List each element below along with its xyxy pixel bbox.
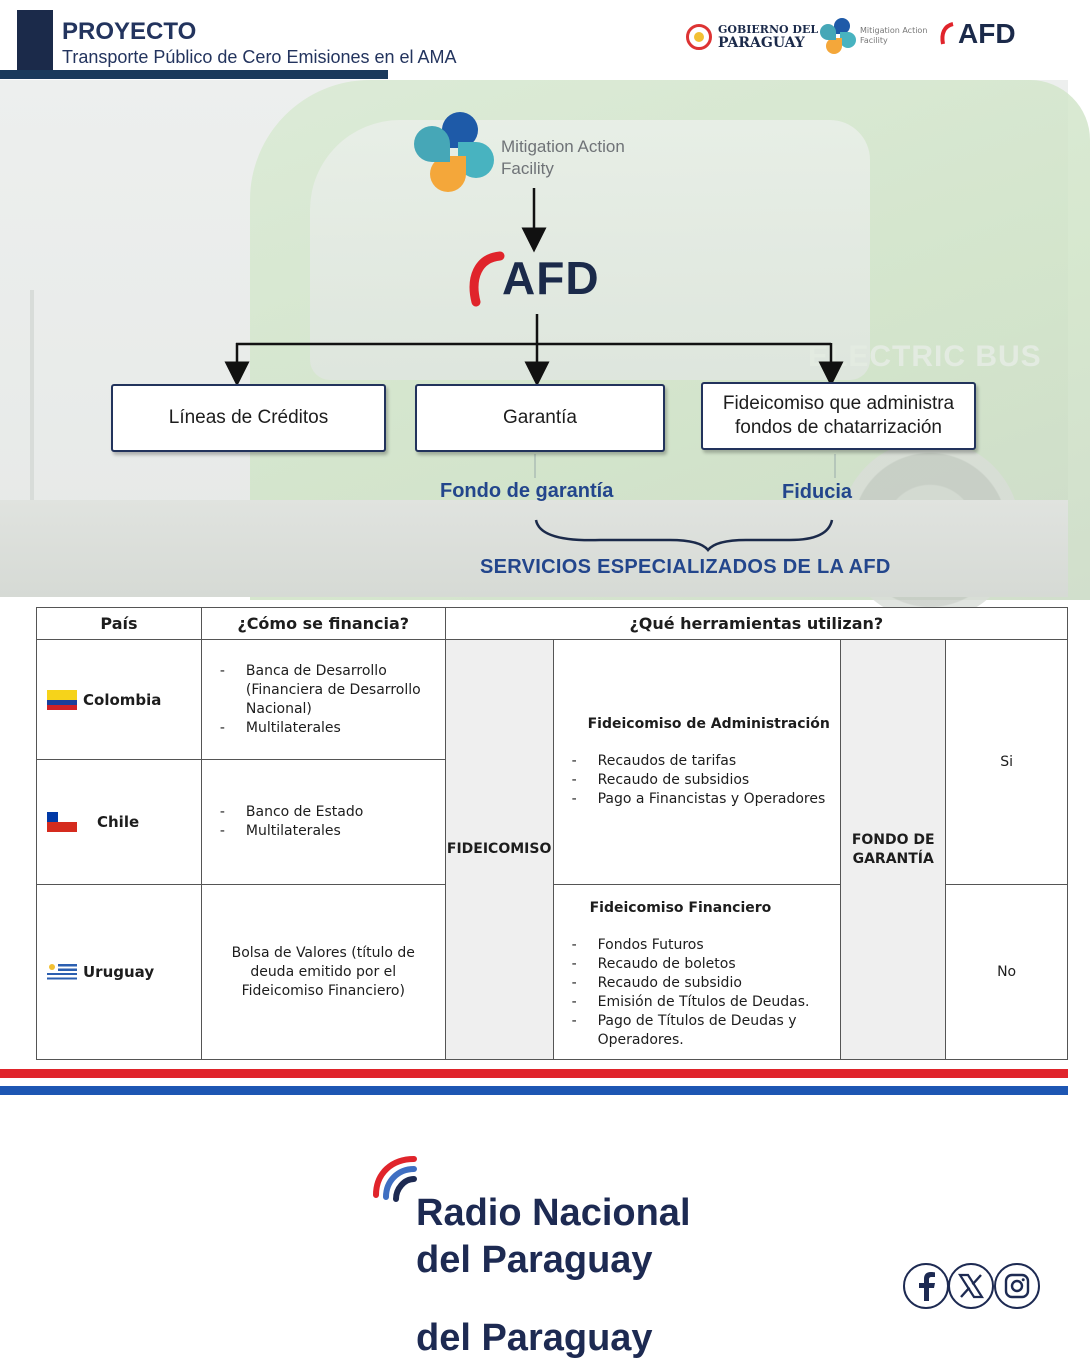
radio-name-line1: Radio Nacional [416,1192,691,1234]
facebook-glyph-icon [915,1271,937,1301]
afd-logo-small-text: AFD [958,18,1016,49]
financing-uruguay: Bolsa de Valores (título de deuda emitido por el Fideicomiso Financiero) [231,944,415,999]
country-name-colombia: Colombia [83,690,162,709]
financing-item: - Multilaterales [220,822,441,841]
cell-fideicomiso-financiero [553,885,841,1060]
country-name-uruguay: Uruguay [83,963,155,981]
services-brace [536,520,832,550]
cell-country-uruguay [37,885,202,1060]
cell-fideicomiso [445,640,553,1060]
admin-trust-title: Fideicomiso de Administración [587,716,830,732]
radio-nacional-signal-icon [372,1153,422,1203]
answer-yes: Si [1000,753,1013,770]
label-fiducia: Fiducia [782,481,853,503]
financial-trust-item: - Recaudo de subsidio [572,974,837,993]
radio-name-cropped: del Paraguay [416,1317,653,1359]
facebook-icon[interactable] [903,1263,949,1309]
cell-answer-no [946,885,1068,1060]
bus-background-text: ELECTRIC BUS [808,340,1042,373]
mitigation-action-facility-logo [414,112,494,192]
cell-financing-chile [201,760,445,885]
cell-financing-colombia [201,640,445,760]
financing-item: - Banca de Desarrollo (Financiera de Desarrollo Nacional) [220,662,441,719]
answer-no: No [997,963,1017,980]
cell-fideicomiso-administracion [553,640,841,885]
guarantee-fund-label: FONDO DE GARANTÍA [851,831,935,867]
project-subtitle: Transporte Público de Cero Emisiones en el AMA [62,47,457,67]
box-lineas-label: Líneas de Créditos [168,407,329,428]
maf-label-line2: Facility [501,159,554,178]
table-header-row [37,608,1068,640]
cell-country-colombia [37,640,202,760]
chile-flag-icon [47,812,77,832]
radio-nacional-name [416,1190,691,1284]
project-title: PROYECTO [62,18,197,45]
x-icon[interactable] [948,1263,994,1309]
header-pais: País [37,608,202,640]
tool-type-fideicomiso: FIDEICOMISO [446,841,552,857]
cell-country-chile [37,760,202,885]
gov-logo-line1: GOBIERNO DEL [718,23,819,36]
box-lineas-de-creditos [111,384,386,452]
box-garantia [415,384,665,452]
flag-stripe-red [0,1069,1068,1078]
afd-hub-logo [466,248,600,308]
cell-financing-uruguay [201,885,445,1060]
financial-trust-item: - Pago de Títulos de Deudas y Operadores. [572,1012,837,1050]
maf-label-line1: Mitigation Action [501,137,625,156]
admin-trust-item: - Recaudo de subsidios [572,771,837,790]
instagram-glyph-icon [1004,1273,1030,1299]
cell-fondo-de-garantia [841,640,946,1060]
financial-trust-item: - Fondos Futuros [572,936,837,955]
table-row-colombia [37,640,1068,760]
comparison-table [36,607,1068,1060]
financing-item: - Multilaterales [220,719,441,738]
x-glyph-icon [957,1272,985,1300]
box-garantia-label: Garantía [503,407,577,428]
project-slide [0,0,1068,597]
uruguay-flag-icon [47,962,77,982]
instagram-icon[interactable] [994,1263,1040,1309]
financial-trust-item: - Recaudo de boletos [572,955,837,974]
box-fideicomiso-chatarrizacion [701,382,976,450]
radio-name-line2: del Paraguay [416,1239,653,1281]
colombia-flag-icon [47,690,77,710]
label-servicios-especializados: SERVICIOS ESPECIALIZADOS DE LA AFD [480,556,891,578]
financial-trust-item: - Emisión de Títulos de Deudas. [572,993,837,1012]
financial-trust-title: Fideicomiso Financiero [589,900,772,916]
afd-swoosh-icon [466,250,502,306]
box-fideicomiso-line2: fondos de chatarrización [734,417,942,438]
gov-logo-line2: PARAGUAY [718,35,805,51]
header-herramientas: ¿Qué herramientas utilizan? [445,608,1067,640]
cell-answer-yes [946,640,1068,885]
mitigation-action-facility-label [501,136,625,180]
afd-hub-text: AFD [502,252,600,304]
label-fondo-de-garantia: Fondo de garantía [440,480,614,502]
header-como-se-financia: ¿Cómo se financia? [201,608,445,640]
maf-logo-small-text: Mitigation Action Facility [860,26,928,45]
financing-item: - Banco de Estado [220,803,441,822]
box-fideicomiso-line1: Fideicomiso que administra [722,393,955,414]
country-name-chile: Chile [97,813,140,831]
admin-trust-item: - Recaudos de tarifas [572,752,837,771]
flag-stripe-blue [0,1086,1068,1095]
admin-trust-item: - Pago a Financistas y Operadores [572,790,837,809]
